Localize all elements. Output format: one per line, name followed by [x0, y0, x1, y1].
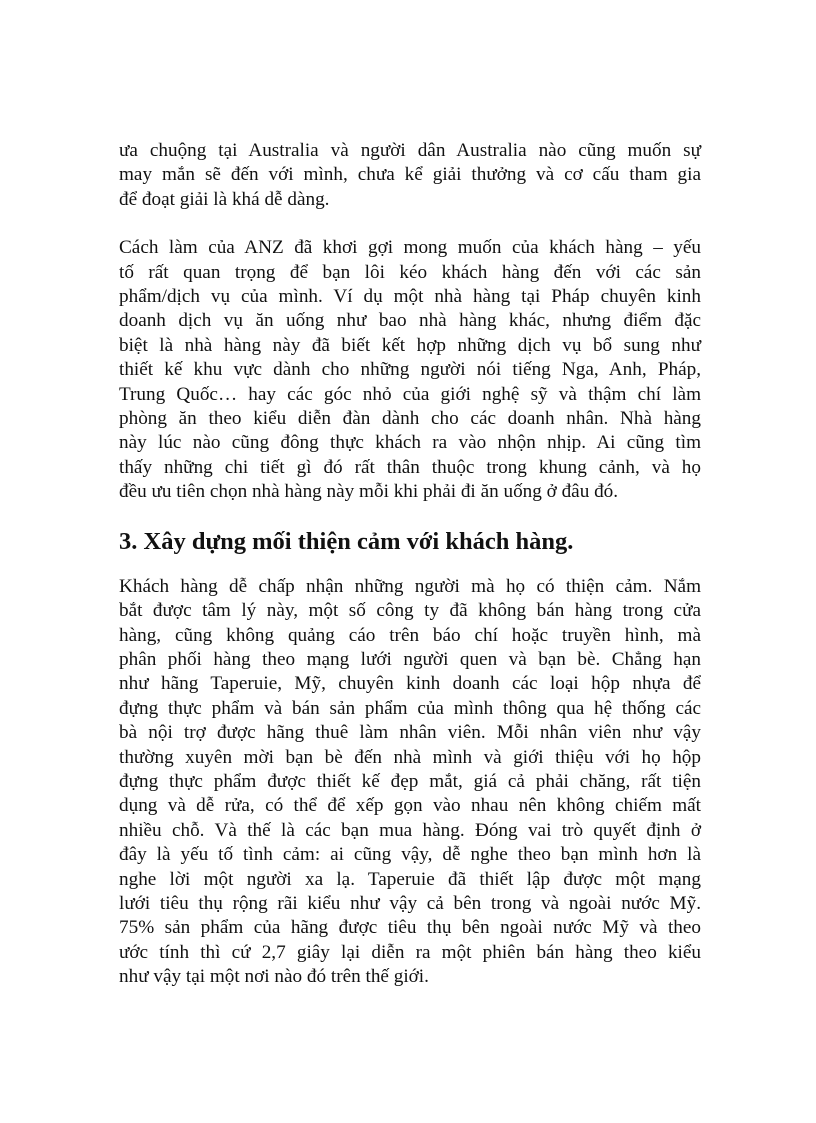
text-line: nhiều chỗ. Và thế là các bạn mua hàng. Đóng vai trò quyết định ở: [119, 819, 701, 841]
text-line: lưới tiêu thụ rộng rãi kiểu như vậy cả bên trong và ngoài nước Mỹ.: [119, 892, 701, 914]
text-line: thấy những chi tiết gì đó rất thân thuộc trong khung cảnh, và họ: [119, 456, 701, 478]
text-line: nghe lời một người xa lạ. Taperuie đã thiết lập được một mạng: [119, 868, 701, 890]
text-line: thường xuyên mời bạn bè đến nhà mình và giới thiệu với họ hộp: [119, 746, 701, 768]
text-line: hàng, cũng không quảng cáo trên báo chí hoặc truyền hình, mà: [119, 624, 701, 646]
text-line: bắt được tâm lý này, một số công ty đã không bán hàng trong cửa: [119, 600, 701, 622]
text-line: Trung Quốc… hay các góc nhỏ của giới nghệ sỹ và thậm chí làm: [119, 383, 701, 405]
section-heading: 3. Xây dựng mối thiện cảm với khách hàng.: [119, 527, 574, 555]
text-line: đều ưu tiên chọn nhà hàng này mỗi khi phải đi ăn uống ở đâu đó.: [119, 481, 619, 503]
text-line: doanh dịch vụ ăn uống như bao nhà hàng khác, nhưng điểm đặc: [119, 310, 701, 332]
text-line: Cách làm của ANZ đã khơi gợi mong muốn của khách hàng – yếu: [119, 237, 701, 259]
text-line: để đoạt giải là khá dễ dàng.: [119, 188, 330, 210]
text-line: ưa chuộng tại Australia và người dân Australia nào cũng muốn sự: [119, 140, 701, 161]
text-line: như hãng Taperuie, Mỹ, chuyên kinh doanh các loại hộp nhựa để: [119, 673, 701, 695]
text-line: Khách hàng dễ chấp nhận những người mà họ có thiện cảm. Nắm: [119, 575, 701, 597]
text-line: này lúc nào cũng đông thực khách ra vào nhộn nhịp. Ai cũng tìm: [119, 432, 701, 454]
paragraph-2: [119, 236, 701, 504]
text-line: dụng và dễ rửa, có thể để xếp gọn vào nhau nên không chiếm mất: [119, 795, 701, 817]
text-line: phòng ăn theo kiểu diễn đàn dành cho các doanh nhân. Nhà hàng: [119, 408, 701, 430]
text-line: 75% sản phẩm của hãng được tiêu thụ bên ngoài nước Mỹ và theo: [119, 917, 701, 939]
text-line: bà nội trợ được hãng thuê làm nhân viên. Mỗi nhân viên như vậy: [119, 722, 701, 744]
text-line: đựng thực phẩm và bán sản phẩm của mình thông qua hệ thống các: [119, 697, 701, 719]
text-line: tố rất quan trọng để bạn lôi kéo khách hàng đến với các sản: [119, 261, 701, 283]
text-line: phân phối hàng theo mạng lưới người quen và bạn bè. Chẳng hạn: [119, 648, 701, 670]
text-line: ước tính thì cứ 2,7 giây lại diễn ra một phiên bán hàng theo kiểu: [119, 941, 701, 963]
text-line: biệt là nhà hàng này đã biết kết hợp những dịch vụ bổ sung như: [119, 334, 701, 356]
page-content: [119, 139, 701, 990]
text-line: may mắn sẽ đến với mình, chưa kể giải thưởng và cơ cấu tham gia: [119, 164, 701, 186]
paragraph-1: [119, 139, 701, 212]
text-line: thiết kế khu vực dành cho những người nói tiếng Nga, Anh, Pháp,: [119, 359, 701, 381]
text-line: phẩm/dịch vụ của mình. Ví dụ một nhà hàng tại Pháp chuyên kinh: [119, 286, 701, 308]
text-line: như vậy tại một nơi nào đó trên thế giới.: [119, 966, 429, 988]
text-line: đựng thực phẩm được thiết kế đẹp mắt, giá cả phải chăng, rất tiện: [119, 770, 701, 792]
paragraph-3: [119, 575, 701, 990]
text-line: đây là yếu tố tình cảm: ai cũng vậy, dễ nghe theo bạn mình hơn là: [119, 844, 701, 866]
